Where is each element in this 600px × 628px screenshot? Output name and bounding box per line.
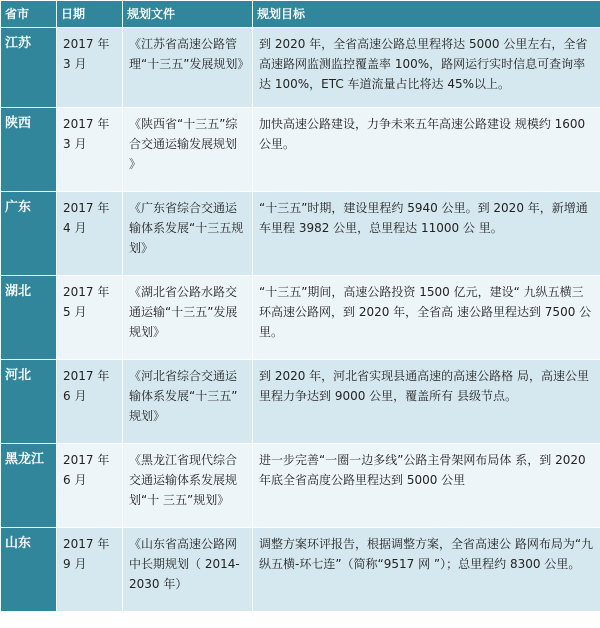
date-cell: 2017 年 5 月 [57,276,123,360]
table-row [1,444,600,528]
table-row [1,108,600,192]
document-cell: 《湖北省公路水路交通运输“十三五”发展 规划》 [123,276,253,360]
goal-cell: 调整方案环评报告，根据调整方案，全省高速公 路网布局为“九纵五横-环七连”（简称“9517 网 ”）；总里程约 8300 公里。 [253,528,600,612]
province-cell: 黑龙江 [1,444,57,528]
header-date: 日期 [57,1,123,28]
document-cell: 《陕西省“十三五”综 合交通运输发展规划 》 [123,108,253,192]
province-cell: 江苏 [1,28,57,108]
province-cell: 陕西 [1,108,57,192]
document-cell: 《山东省高速公路网 中长期规划（ 2014- 2030 年） [123,528,253,612]
table-header-row [1,1,600,28]
document-cell: 《河北省综合交通运 输体系发展“十三五” 规划》 [123,360,253,444]
document-cell: 《广东省综合交通运输体系发展“十三五规划》 [123,192,253,276]
table-row [1,528,600,612]
date-cell: 2017 年 3 月 [57,108,123,192]
document-cell: 《黑龙江省现代综合交通运输体系发展规划“十 三五”规划》 [123,444,253,528]
goal-cell: 进一步完善“一圈一边多线”公路主骨架网布局体 系，到 2020 年底全省高度公路里程达到 5000 公里 [253,444,600,528]
document-cell: 《江苏省高速公路管理“十三五”发展规划》 [123,28,253,108]
table-row [1,192,600,276]
goal-cell: “十三五”时期，建设里程约 5940 公里。到 2020 年，新增通车里程 3982 公里，总里程达 11000 公 里。 [253,192,600,276]
province-cell: 河北 [1,360,57,444]
header-document: 规划文件 [123,1,253,28]
date-cell: 2017 年 9 月 [57,528,123,612]
header-province: 省市 [1,1,57,28]
goal-cell: “十三五”期间，高速公路投资 1500 亿元，建设“ 九纵五横三环高速公路网，到 2020 年，全省高 速公路里程达到 7500 公里。 [253,276,600,360]
goal-cell: 到 2020 年，全省高速公路总里程将达 5000 公里左右，全省高速路网监测监控覆盖率 100%，路网运行实时信息可查询率达 100%，ETC 车道流量占比将达 45%以上。 [253,28,600,108]
province-cell: 广东 [1,192,57,276]
date-cell: 2017 年 3 月 [57,28,123,108]
table-row [1,360,600,444]
province-cell: 山东 [1,528,57,612]
date-cell: 2017 年 4 月 [57,192,123,276]
date-cell: 2017 年 6 月 [57,444,123,528]
province-cell: 湖北 [1,276,57,360]
table-row [1,28,600,108]
goal-cell: 到 2020 年，河北省实现县通高速的高速公路格 局，高速公里里程力争达到 9000 公里，覆盖所有 县级节点。 [253,360,600,444]
table-row [1,276,600,360]
header-goal: 规划目标 [253,1,600,28]
date-cell: 2017 年 6 月 [57,360,123,444]
goal-cell: 加快高速公路建设，力争未来五年高速公路建设 规模约 1600 公里。 [253,108,600,192]
